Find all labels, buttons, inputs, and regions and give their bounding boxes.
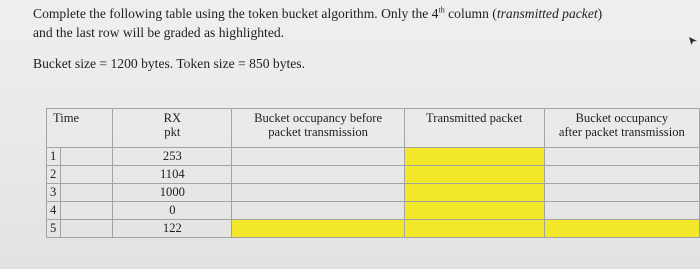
before-cell[interactable]	[232, 220, 404, 238]
before-cell[interactable]	[232, 184, 404, 202]
header-bucket-before	[232, 109, 404, 148]
header-time: Time	[47, 109, 113, 148]
instructions-text	[33, 4, 673, 42]
instructions-line1-mid: column (	[444, 6, 497, 21]
table-row	[47, 148, 700, 166]
table-row	[47, 220, 700, 238]
rx-cell: 122	[113, 220, 232, 238]
time-cell	[47, 148, 113, 166]
after-cell[interactable]	[544, 148, 699, 166]
time-value: 2	[47, 166, 61, 183]
transmitted-cell[interactable]	[404, 148, 544, 166]
rx-cell: 1000	[113, 184, 232, 202]
after-cell[interactable]	[544, 166, 699, 184]
time-value: 4	[47, 202, 61, 219]
table-row	[47, 166, 700, 184]
transmitted-cell[interactable]	[404, 220, 544, 238]
time-cell	[47, 220, 113, 238]
after-cell[interactable]	[544, 220, 699, 238]
header-bucket-after	[544, 109, 699, 148]
token-bucket-table	[46, 108, 700, 238]
before-cell[interactable]	[232, 166, 404, 184]
before-cell[interactable]	[232, 202, 404, 220]
transmitted-cell[interactable]	[404, 184, 544, 202]
bucket-token-sizes: Bucket size = 1200 bytes. Token size = 850 bytes.	[33, 56, 305, 71]
time-value: 1	[47, 148, 61, 165]
table-row	[47, 184, 700, 202]
after-cell[interactable]	[544, 184, 699, 202]
header-rx-pkt	[113, 109, 232, 148]
rx-cell: 1104	[113, 166, 232, 184]
instructions-superscript: th	[438, 5, 445, 15]
after-cell[interactable]	[544, 202, 699, 220]
table-header-row	[47, 109, 700, 148]
rx-cell: 253	[113, 148, 232, 166]
cursor-arrow-icon	[688, 36, 698, 46]
header-after-line2: after packet transmission	[558, 125, 685, 139]
time-value: 3	[47, 184, 61, 201]
time-value: 5	[47, 220, 61, 237]
time-cell	[47, 166, 113, 184]
transmitted-cell[interactable]	[404, 202, 544, 220]
header-transmitted-packet: Transmitted packet	[404, 109, 544, 148]
header-before-line1: Bucket occupancy before	[254, 111, 383, 125]
before-cell[interactable]	[232, 148, 404, 166]
time-cell	[47, 184, 113, 202]
instructions-line1-prefix: Complete the following table using the token bucket algorithm. Only the 4	[33, 6, 439, 21]
time-cell	[47, 202, 113, 220]
instructions-emphasis: transmitted packet	[496, 6, 598, 21]
rx-cell: 0	[113, 202, 232, 220]
header-before-line2: packet transmission	[268, 125, 368, 139]
header-rx-line1: RX	[163, 111, 182, 125]
instructions-line2: and the last row will be graded as highlighted.	[33, 25, 285, 40]
transmitted-cell[interactable]	[404, 166, 544, 184]
header-after-line1: Bucket occupancy	[575, 111, 669, 125]
instructions-line1-suffix: )	[597, 6, 603, 21]
table-row	[47, 202, 700, 220]
header-rx-line2: pkt	[164, 125, 181, 139]
